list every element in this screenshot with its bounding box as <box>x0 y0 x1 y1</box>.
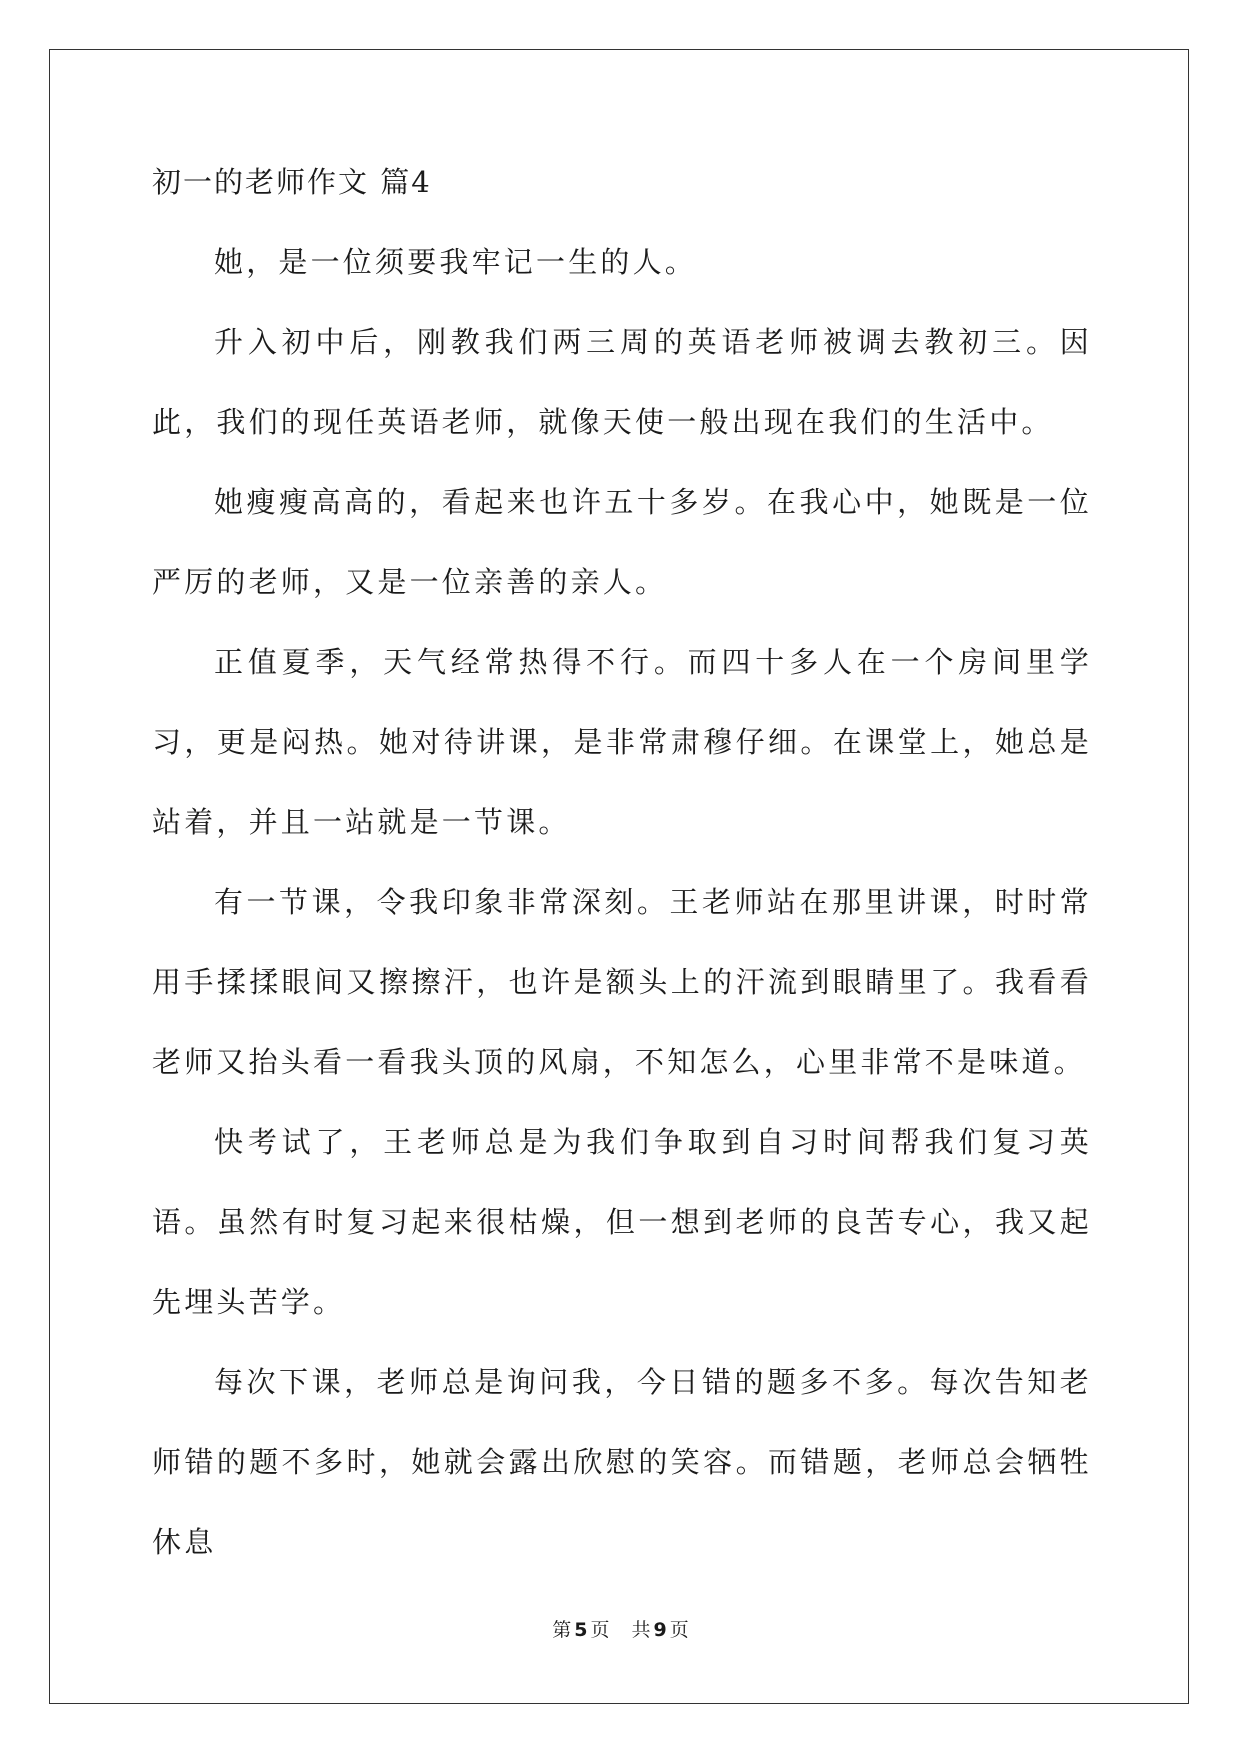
page-suffix: 页 <box>590 1619 610 1641</box>
page-footer <box>0 1618 1241 1642</box>
page-number-label <box>552 1619 609 1641</box>
paragraph-6: 快考试了，王老师总是为我们争取到自习时间帮我们复习英语。虽然有时复习起来很枯燥，但一想到老师的良苦专心，我又起先埋头苦学。 <box>152 1125 1092 1319</box>
paragraph-1: 她，是一位须要我牢记一生的人。 <box>214 245 698 279</box>
paragraph-2: 升入初中后，刚教我们两三周的英语老师被调去教初三。因此，我们的现任英语老师，就像天使一般出现在我们的生活中。 <box>152 325 1092 439</box>
page-total-label <box>632 1619 689 1641</box>
paragraph-7: 每次下课，老师总是询问我，今日错的题多不多。每次告知老师错的题不多时，她就会露出欣慰的笑容。而错题，老师总会牺牲休息 <box>152 1365 1092 1559</box>
page-current: 5 <box>574 1619 588 1641</box>
total-suffix: 页 <box>669 1619 689 1641</box>
page-prefix: 第 <box>552 1619 572 1641</box>
paragraph-4: 正值夏季，天气经常热得不行。而四十多人在一个房间里学习，更是闷热。她对待讲课，是非常肃穆仔细。在课堂上，她总是站着，并且一站就是一节课。 <box>152 645 1092 839</box>
total-prefix: 共 <box>631 1619 651 1641</box>
document-body <box>152 162 1092 1582</box>
document-title: 初一的老师作文 篇4 <box>152 165 432 199</box>
paragraph-5: 有一节课，令我印象非常深刻。王老师站在那里讲课，时时常用手揉揉眼间又擦擦汗，也许是额头上的汗流到眼睛里了。我看看老师又抬头看一看我头顶的风扇，不知怎么，心里非常不是味道。 <box>152 885 1092 1079</box>
paragraph-3: 她瘦瘦高高的，看起来也许五十多岁。在我心中，她既是一位严厉的老师，又是一位亲善的亲人。 <box>152 485 1092 599</box>
page-total: 9 <box>653 1619 667 1641</box>
